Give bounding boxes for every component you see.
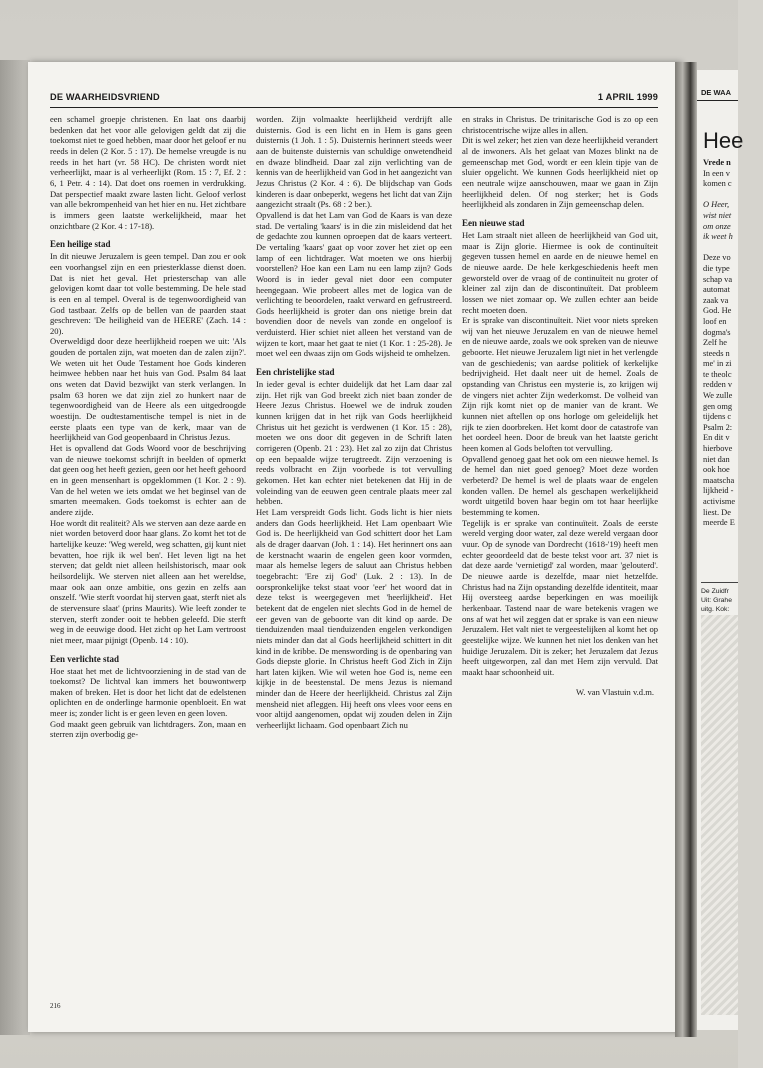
next-page-line: steeds n xyxy=(703,348,730,358)
next-page-line: om onze xyxy=(703,221,731,231)
magazine-page xyxy=(28,62,680,1032)
next-page-line: Vrede n xyxy=(703,158,731,167)
book-binding xyxy=(675,62,697,1037)
section-heading: Een verlichte stad xyxy=(50,653,119,664)
text-column-3 xyxy=(462,114,658,698)
section-heading: Een nieuwe stad xyxy=(462,217,525,228)
next-page-line: ik weet h xyxy=(703,232,733,242)
next-page-line: Zelf he xyxy=(703,338,727,348)
section-heading: Een heilige stad xyxy=(50,239,111,250)
section-heading: Een christelijke stad xyxy=(256,367,335,378)
paragraph: Het Lam verspreidt Gods licht. Gods licht is hier niets anders dan Gods heerlijkheid. Het Lam openbaart Wie God is. De heerlijkheid van God schittert door het Lam als de drager daarvan (Joh. 1 : 14). Het herinnert ons aan de kerstnacht waarin de engelen geen koor vormden, maar als hemelse legers de saluut aan Christus hebben toegebracht: 'Ere zij God' (Luk. 2 : 13). In de oorspronkelijke tekst staat voor 'eer' het woord dat in deze tekst is weergegeven met 'heerlijkheid'. Het betekent dat de engelen niet slechts God in de hemel de eer geven van de geboorte van dit kind op aarde. De tienduizenden maal tienduizenden engelen verkondigen niets minder dan dat al Gods heerlijkheid schittert in dit kind in de kribbe. De menswording is de openbaring van Gods diepste glorie. In Christus heeft God Zich in Zijn hart laten kijken. Wie wil weten hoe God is, neme een kijkje in de beestenstal. De mens Jezus is niemand minder dan de Heere der heerlijkheid. Christus zal Zijn mensheid niet afleggen. Hij heeft ons vlees voor eens en voor altijd aangenomen, opdat wij zouden delen in Zijn verheerlijkt lichaam. God openbaart Zich nu xyxy=(256,506,452,731)
paragraph: Het is opvallend dat Gods Woord voor de beschrijving van de nieuwe toekomst schrijft in beelden of opmerkt dat geen oog het heeft gezien, geen oor het heeft gehoord en in geen mensenhart is opgeklommen (1 Kor. 2 : 9). Van de hel weten we iets omdat we het beginsel van de smarten meemaken. Gods toekomst is echter aan de andere zijde. xyxy=(50,443,246,517)
issue-date: 1 APRIL 1999 xyxy=(597,92,658,102)
next-page-caption-line: Uit: Grahe xyxy=(701,597,732,604)
next-page-caption-line: De Zuidfr xyxy=(701,588,729,595)
next-page-line: O Heer, xyxy=(703,200,730,210)
next-page-heading: Hee xyxy=(703,128,744,153)
next-page-text xyxy=(703,158,763,529)
next-page-line: komen c xyxy=(703,179,732,189)
paragraph: God maakt geen gebruik van lichtdragers. Zon, maan en sterren zijn overbodig ge- xyxy=(50,718,246,740)
paragraph: Het Lam straalt niet alleen de heerlijkheid van God uit, maar is Zijn glorie. Hiermee is ook de continuïteit gegeven tussen hemel en aarde en de nieuwe hemel en de nieuwe aarde. De hele kerkgeschiedenis heeft men geworsteld over de vraag of de continuïteit nu groter of kleiner zal zijn dan de discontinuïteit. Dat probleem lossen we niet zomaar op. We zullen echter aan beide recht moeten doen. xyxy=(462,229,658,315)
next-page-photo xyxy=(701,615,738,1015)
next-page-line: loof en xyxy=(703,316,727,326)
next-page-line: zaak va xyxy=(703,295,729,305)
next-page-line: gen omg xyxy=(703,401,733,411)
paragraph: Er is sprake van discontinuïteit. Niet voor niets spreken wij van het nieuwe Jeruzalem en van de nieuwe hemel en de nieuwe aarde, zoals we ook spreken van de nieuwe geboorte. Het nieuwe Jeruzalem ligt niet in het verlengde van de geschiedenis; van aardse politiek of kerkelijke bedrijvigheid. Het daalt neer uit de hemel. Zoals de opstanding van Christus een mysterie is, zo krijgen wij de vingers niet achter Zijn wederkomst. De volheid van Zijn rijk komt niet op de manier van de krant. We kunnen niet aftellen op ons horloge om geleidelijk het rijk te zien doorbreken. Het komt door de catastrofe van het oordeel heen. Door de breuk van het laatste gericht heen komen al Gods beloften tot vervulling. xyxy=(462,315,658,454)
page-header xyxy=(50,90,658,106)
next-page-line: dogma's xyxy=(703,327,731,337)
paragraph: Tegelijk is er sprake van continuïteit. Zoals de eerste wereld verging door water, zal deze wereld vergaan door vuur. Op de synode van Dordrecht (1618-'19) heeft men echter geoordeeld dat de beste tekst voor art. 37 niet is dat deze aarde 'vernietigd' zal worden, maar 'gelouterd'. De nieuwe aarde is dezelfde, maar niet hetzelfde. Christus had na Zijn opstanding dezelfde identiteit, maar Hij oversteeg aardse beperkingen en was moeilijk herkenbaar. Tastend naar de ware betekenis vragen we ons af wat het wil zeggen dat er sprake is van een nieuw Jeruzalem. Het valt niet te vergeestelijken al komt het op geestelijke wijze. We kunnen het niet los denken van het huidige Jeruzalem. Dit is zeker; het Jeruzalem dat Jezus heeft uitgeworpen, zal dan met Hem zijn vervuld. Dat maakt haar schoonheid uit. xyxy=(462,517,658,677)
publication-title: DE WAARHEIDSVRIEND xyxy=(50,92,160,102)
paragraph: Dit is wel zeker; het zien van deze heerlijkheid verandert al de inwoners. Als het gelaat van Mozes blinkt na de gemeenschap met God, wordt er een klein tipje van de sluier opgelicht. We kunnen Gods heerlijkheid niet op een neutrale wijze aanschouwen, maar we gaan in Zijn heerlijkheid delen. Of nog sterker; het is Gods heerlijkheid als zondaren in Zijn gemeenschap delen. xyxy=(462,135,658,210)
header-rule xyxy=(50,107,658,108)
next-page-line: En dit v xyxy=(703,433,730,443)
paragraph: Hoe staat het met de lichtvoorziening in de stad van de toekomst? De lichtval kan immers het bouwontwerp maken of breken. Het is door het licht dat de edelstenen oplichten en de onderlinge harmonie openbloeit. En wat meer is; zonder licht is er geen leven en geen loven. xyxy=(50,665,246,719)
paragraph: een schamel groepje christenen. En laat ons daarbij bedenken dat het voor alle gelovigen geldt dat zij die toekomst niet te goed hebben, maar door het geloof er nu reeds in delen (2 Kor. 5 : 17). De hemelse vreugde is nu reeds in het hart (vr. 58 HC). De christen wordt niet verheerlijkt, maar is al verheerlijkt (Rom. 15 : 7, Ef. 2 : 6, 1 Petr. 4 : 14). Dat doet ons roemen in verdrukking. Dat perspectief maakt zware lasten licht. Geloof verlost van alle bekrompenheid van het hier en nu. Het zichtbare is immers geen laatste werkelijkheid, maar het onzichtbare (2 Kor. 4 : 17-18). xyxy=(50,114,246,231)
next-page-line: me' in zi xyxy=(703,359,732,369)
next-page-line: automat xyxy=(703,285,730,295)
paragraph: Overweldigd door deze heerlijkheid roepen we uit: 'Als gouden de portalen zijn, wat moeten dan de zalen zijn?'. We weten uit het Oude Testament hoe Gods kinderen heimwee hebben naar het huis van God. Psalm 84 laat ons weten dat David bezwijkt van sterk verlangen. In psalm 63 horen we dat zijn ziel zo hunkert naar de tegenwoordigheid van de Heere als een uitgedroogde woestijn. De oudtestamentische tempel is niet in de eerste plaats een type van de kerk, maar van de heerlijkheid van God geopenbaard in Christus Jezus. xyxy=(50,336,246,443)
paragraph: Opvallend genoeg gaat het ook om een nieuwe hemel. Is de hemel dan niet goed genoeg? Moet deze worden verbeterd? De hemel is wel de plaats waar de engelen konden vallen. De hemel als geschapen werkelijkheid wordt uitgetild boven haar begin om tot haar heerlijke bestemming te komen. xyxy=(462,453,658,517)
next-page-line: meerde E xyxy=(703,518,735,528)
next-page-line: niet dan xyxy=(703,454,730,464)
next-page-line: die type xyxy=(703,263,730,273)
next-page-header: DE WAA xyxy=(701,88,731,97)
page-edge-shadow xyxy=(0,60,30,1035)
next-page-line: redden v xyxy=(703,380,733,390)
next-page-line: wist niet xyxy=(703,210,732,220)
next-page-line: ook hoe xyxy=(703,465,730,475)
paragraph: worden. Zijn volmaakte heerlijkheid verdrijft alle duisternis. God is een licht en in Hem is gans geen duisternis (1 Joh. 1 : 5). Duisternis herinnert steeds weer aan de buitenste duisternis van schuldige onwetendheid en dwaze blindheid. Daar zal zijn verlichting van de kennis van de heerlijkheid van God in het aangezicht van Jezus Christus (2 Kor. 4 : 6). De blijdschap van Gods kinderen is daar onbeperkt, wegens het licht dat van Zijn aangezicht straalt (Ps. 68 : 2 ber.). xyxy=(256,114,452,210)
page-number: 216 xyxy=(50,1002,61,1010)
text-column-2 xyxy=(256,114,452,731)
next-page-line: hierbove xyxy=(703,444,733,454)
next-page-fragment xyxy=(697,70,744,1030)
paragraph: In dit nieuwe Jeruzalem is geen tempel. Dan zou er ook een voorhangsel zijn en een priesterklasse dienst doen. Dat is niet het geval. Het priesterschap van alle gelovigen komt daar tot volle bestemming. De hele stad is een en al tempel. Overal is de tegenwoordigheid van God tastbaar. Zelfs op de bellen van de paarden staat geschreven: 'De heiligheid van de HEERE' (Zach. 14 : 20). xyxy=(50,251,246,336)
next-page-caption-line: uitg. Kok: xyxy=(701,606,730,613)
paragraph: Hoe wordt dit realiteit? Als we sterven aan deze aarde en niet worden betoverd door haar glans. Zo komt het tot de hartelijke keuze: 'Weg wereld, weg schatten, gij kunt niet bevatten, hoe rijk ik wel ben'. Het leven ligt na het sterven; dat geldt niet alleen heilshistorisch, maar ook heilsordelijk. We sterven niet alleen aan het wereldse, maar ook aan onze ambitie, ons gezin en zelfs aan onszelf. 'Wie sterft voordat hij sterven gaat, sterft niet als de stervensure slaat' (prins Maurits). Wie leeft zonder te sterven, sterft zonder ooit te hebben geleefd. Die sterft weg in de eeuwige dood. Het zicht op het Lam vertroost niet meer, maar pijnigt (Openb. 14 : 10). xyxy=(50,517,246,645)
paragraph: Opvallend is dat het Lam van God de Kaars is van deze stad. De vertaling 'kaars' is in die zin misleidend dat het de gedachte zou kunnen oproepen dat de kaars verteert. De vertaling 'kaars' gaat op voor zover het ziet op een lamp of een lichtdrager. Wat moeten we ons hierbij voorstellen? Hoe kan een Lam nu een lamp zijn? Gods Woord is in ieder geval niet door een computer heengegaan. Wie probeert alles met de logica van de verlichting te beoordelen, raakt verward en gefrustreerd. Gods heerlijkheid is groter dan ons nietige brein dat bovendien door de nevels van zonde en ongeloof is verduisterd. Hier schiet niet alleen het verstand van de wijzen te kort, maar het gaat te niet (1 Kor. 1 : 25-28). Je moet wel een dwaas zijn om Gods wijsheid te omhelzen. xyxy=(256,209,452,359)
next-page-line: tijdens c xyxy=(703,412,732,422)
next-page-line: Deze vo xyxy=(703,253,731,263)
text-column-1 xyxy=(50,114,246,740)
next-page-caption-box xyxy=(701,582,738,614)
next-page-line: God. He xyxy=(703,306,732,316)
author-signature: W. van Vlastuin v.d.m. xyxy=(575,687,654,698)
next-page-line: liest. De xyxy=(703,507,731,517)
next-page-line: lijkheid - xyxy=(703,486,734,496)
next-page-line: We zulle xyxy=(703,391,733,401)
next-page-line: activisme xyxy=(703,497,736,506)
next-page-rule xyxy=(697,100,738,101)
paragraph: en straks in Christus. De trinitarische God is zo op een christocentrische wijze alles in allen. xyxy=(462,114,658,135)
next-page-line xyxy=(703,190,763,201)
next-page-line xyxy=(703,243,763,254)
next-page-line: schap va xyxy=(703,274,733,284)
next-page-line: te theolc xyxy=(703,369,732,379)
next-page-line: maatscha xyxy=(703,475,735,485)
paragraph: In ieder geval is echter duidelijk dat het Lam daar zal zijn. Het rijk van God breekt zich niet baan zonder de Heere Jezus Christus. Hoewel we de indruk zouden kunnen krijgen dat in het rijk van Gods heerlijkheid Christus uit het gezicht is verdwenen (1 Kor. 15 : 28), moeten we ons door dit gegeven in de Schrift laten corrigeren (Openb. 21 : 23). Het zal zo zijn dat Christus op een bepaalde wijze terugtreedt. Zijn verzoening is reeds volbracht en Zijn voorbede is tot vervulling gekomen. Het kan echter niet betekenen dat Hij in de voleinding van de eeuwen geen centrale plaats meer zal hebben. xyxy=(256,379,452,507)
next-page-line: In een v xyxy=(703,168,730,178)
next-page-line: Psalm 2: xyxy=(703,422,733,432)
